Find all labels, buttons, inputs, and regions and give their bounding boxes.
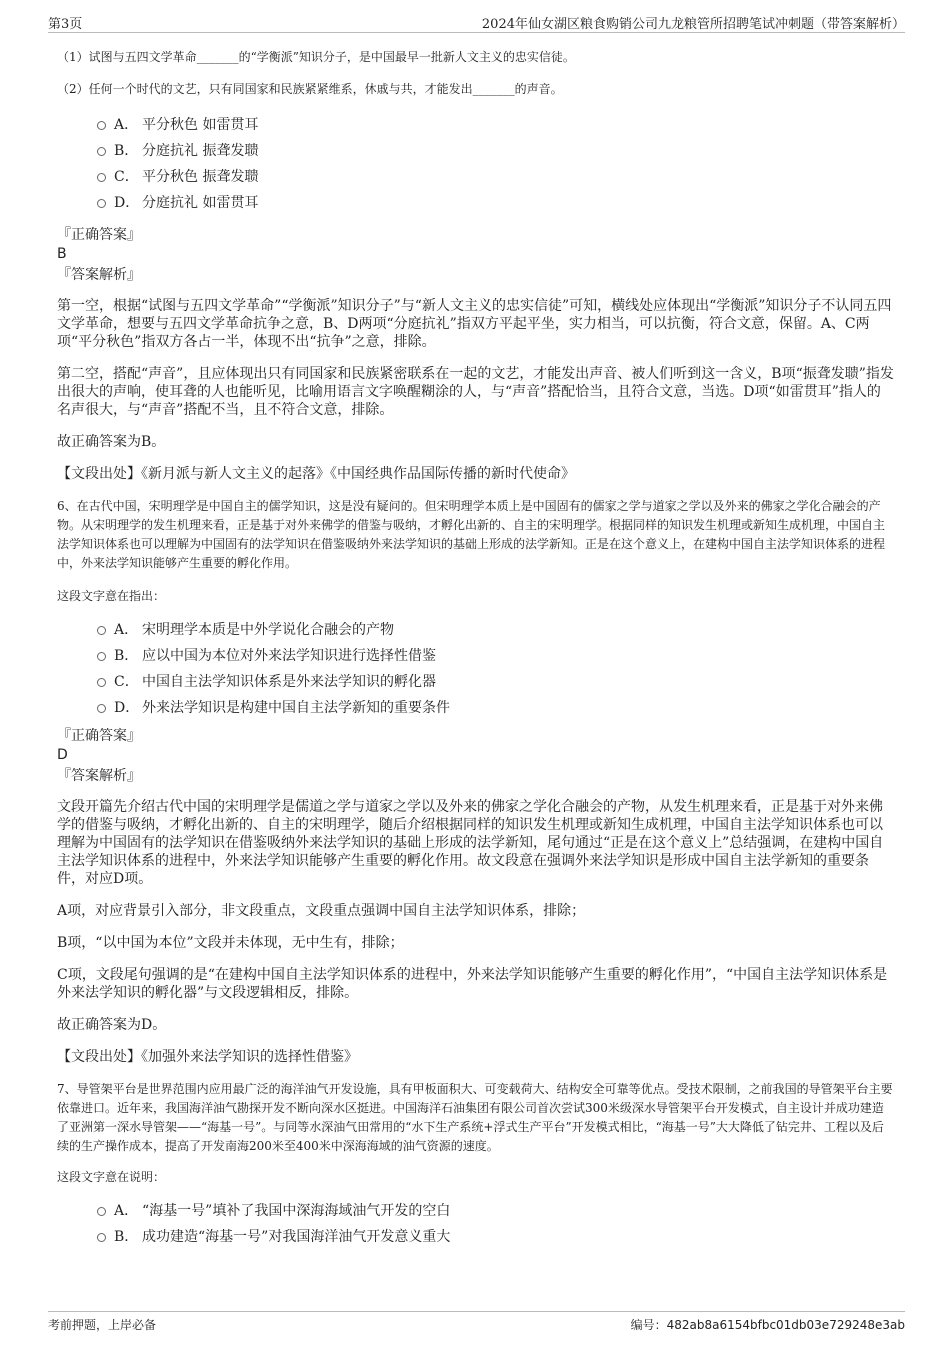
q5-option-a[interactable]: A． 平分秋色 如雷贯耳: [57, 112, 894, 138]
radio-icon[interactable]: [97, 121, 106, 130]
q7-question: 这段文字意在说明：: [57, 1170, 166, 1184]
page-number: 第3页: [48, 17, 83, 32]
q5-analysis-para: 第二空，搭配“声音”，且应体现出只有同国家和民族紧密联系在一起的文艺，才能发出声音、被人们听到这一含义，B项“振聋发聩”指发出很大的声响，使耳聋的人也能听见，比喻用语言文字唤醒糊涂的人，与“声音”搭配恰当，且符合文意，当选。D项“如雷贯耳”指人的名声很大，与“声音”搭配不当，且不符合文意，排除。: [57, 366, 894, 418]
q6-option-c[interactable]: C． 中国自主法学知识体系是外来法学知识的孵化器: [57, 669, 894, 695]
radio-icon[interactable]: [97, 678, 106, 687]
q6-option-d[interactable]: D． 外来法学知识是构建中国自主法学新知的重要条件: [57, 695, 894, 721]
document-title: 2024年仙女湖区粮食购销公司九龙粮管所招聘笔试冲刺题（带答案解析）: [481, 17, 905, 32]
radio-icon[interactable]: [97, 652, 106, 661]
q5-analysis-label: 『答案解析』: [57, 267, 141, 283]
q5-source: 【文段出处】《新月派与新人文主义的起落》《中国经典作品国际传播的新时代使命》: [57, 466, 575, 482]
q7-options: [57, 1198, 894, 1250]
q6-analysis-para: 文段开篇先介绍古代中国的宋明理学是儒道之学与道家之学以及外来的佛家之学化合融会的产物，从发生机理来看，正是基于对外来佛学的借鉴与吸纳，才孵化出新的、自主的宋明理学，随后介绍根据同样的知识发生机理或新知生成机理，中国自主法学知识体系也可以理解为中国固有的法学知识在借鉴吸纳外来法学知识的基础上形成的法学新知，尾句通过“正是在这个意义上”总结强调，在建构中国自主法学知识体系的进程中，外来法学知识能够产生重要的孵化作用。故文段意在强调外来法学知识是形成中国自主法学新知的重要条件，对应D项。: [57, 799, 884, 887]
radio-icon[interactable]: [97, 147, 106, 156]
radio-icon[interactable]: [97, 1233, 106, 1242]
q5-option-b[interactable]: B． 分庭抗礼 振聋发聩: [57, 138, 894, 164]
q5-option-c[interactable]: C． 平分秋色 振聋发聩: [57, 164, 894, 190]
q5-options: [57, 112, 894, 216]
q6-analysis-label: 『答案解析』: [57, 768, 141, 784]
footer-slogan: 考前押题，上岸必备: [48, 1318, 157, 1332]
document-code: 编号：482ab8a6154bfbc01db03e729248e3ab: [630, 1318, 905, 1332]
q6-option-b[interactable]: B． 应以中国为本位对外来法学知识进行选择性借鉴: [57, 643, 894, 669]
radio-icon[interactable]: [97, 1207, 106, 1216]
q7-option-b[interactable]: B． 成功建造“海基一号”对我国海洋油气开发意义重大: [57, 1224, 894, 1250]
q6-question: 这段文字意在指出：: [57, 589, 166, 603]
q6-answer-label: 『正确答案』: [57, 728, 141, 744]
q6-options: [57, 617, 894, 721]
q6-conclusion: 故正确答案为D。: [57, 1017, 167, 1033]
q5-analysis-para: 第一空，根据“试图与五四文学革命”“学衡派”知识分子”与“新人文主义的忠实信徒”可知，横线处应体现出“学衡派”知识分子不认同五四文学革命，想要与五四文学革命抗争之意，B、D两项“分庭抗礼”指双方平起平坐，实力相当，可以抗衡，符合文意，保留。A、C两项“平分秋色”指双方各占一半，体现不出“抗争”之意，排除。: [57, 298, 892, 350]
q5-answer-label: 『正确答案』: [57, 227, 141, 243]
page-footer: [48, 1311, 905, 1336]
page-header: [48, 10, 905, 33]
q5-sub2: （2）任何一个时代的文艺，只有同国家和民族紧紧维系，休戚与共，才能发出_______的声音。: [57, 82, 563, 96]
q5-option-d[interactable]: D． 分庭抗礼 如雷贯耳: [57, 190, 894, 216]
q7-stem: 7、导管架平台是世界范围内应用最广泛的海洋油气开发设施，具有甲板面积大、可变载荷大、结构安全可靠等优点。受技术限制，之前我国的导管架平台主要依靠进口。近年来，我国海洋油气勘探开发不断向深水区挺进。中国海洋石油集团有限公司首次尝试300米级深水导管架平台开发模式，自主设计并成功建造了亚洲第一深水导管架——“海基一号”。与同等水深油气田常用的“水下生产系统+浮式生产平台”开发模式相比，“海基一号”大大降低了钻完井、工程以及后续的生产操作成本，提高了开发南海200米至400米中深海海域的油气资源的速度。: [57, 1082, 893, 1153]
radio-icon[interactable]: [97, 199, 106, 208]
q6-answer: D: [57, 747, 68, 763]
q7-option-a[interactable]: A． “海基一号”填补了我国中深海海域油气开发的空白: [57, 1198, 894, 1224]
q5-conclusion: 故正确答案为B。: [57, 434, 166, 450]
q6-analysis-para: A项，对应背景引入部分，非文段重点，文段重点强调中国自主法学知识体系，排除；: [57, 903, 586, 919]
q6-analysis-para: B项，“以中国为本位”文段并未体现，无中生有，排除；: [57, 935, 404, 951]
q6-analysis-para: C项，文段尾句强调的是“在建构中国自主法学知识体系的进程中，外来法学知识能够产生重要的孵化作用”，“中国自主法学知识体系是外来法学知识的孵化器”与文段逻辑相反，排除。: [57, 967, 888, 1001]
radio-icon[interactable]: [97, 704, 106, 713]
q5-sub1: （1）试图与五四文学革命_______的“学衡派”知识分子，是中国最早一批新人文主义的忠实信徒。: [57, 50, 575, 64]
page-content: [57, 46, 894, 1250]
q6-source: 【文段出处】《加强外来法学知识的选择性借鉴》: [57, 1049, 358, 1065]
radio-icon[interactable]: [97, 173, 106, 182]
radio-icon[interactable]: [97, 626, 106, 635]
q6-stem: 6、在古代中国，宋明理学是中国自主的儒学知识，这是没有疑问的。但宋明理学本质上是中国固有的儒家之学与道家之学以及外来的佛家之学化合融会的产物。从宋明理学的发生机理来看，正是基于对外来佛学的借鉴与吸纳，才孵化出新的、自主的宋明理学。根据同样的知识发生机理或新知生成机理，中国自主法学知识体系也可以理解为中国固有的法学知识在借鉴吸纳外来法学知识的基础上形成的法学新知。正是在这个意义上，在建构中国自主法学知识体系的进程中，外来法学知识能够产生重要的孵化作用。: [57, 499, 886, 570]
q6-option-a[interactable]: A． 宋明理学本质是中外学说化合融会的产物: [57, 617, 894, 643]
q5-answer: B: [57, 246, 67, 262]
